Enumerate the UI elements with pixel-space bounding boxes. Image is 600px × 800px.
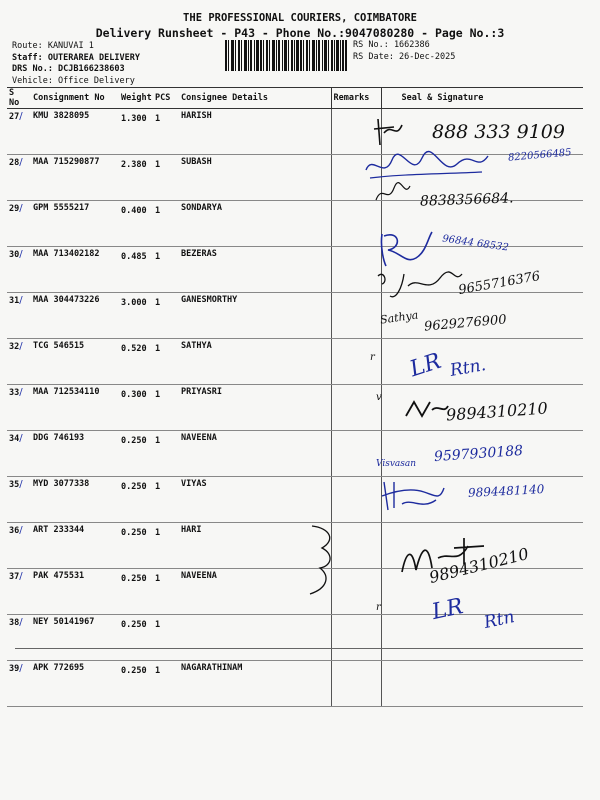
cell-remarks [331,661,381,707]
handwriting-row-31: 9655716376 [457,268,542,299]
cell-pcs: 1 [153,477,179,523]
cell-consignment: TCG 546515 [31,339,119,385]
serial-number: 36 [9,526,20,536]
handwriting-row-33-lr: LR [406,348,445,383]
cell-sno [7,339,31,385]
cell-weight: 0.250 [119,523,153,569]
cell-weight: 1.300 [119,109,153,155]
serial-number: 35 [9,480,20,490]
company-title: THE PROFESSIONAL COURIERS, COIMBATORE [183,12,417,24]
table-row [7,477,583,523]
cell-consignee: HARI [179,523,331,569]
cell-weight: 3.000 [119,293,153,339]
signature-row-36 [378,478,448,514]
cell-pcs: 1 [153,523,179,569]
cell-pcs: 1 [153,109,179,155]
cell-sno [7,523,31,569]
handwriting-row-27: 888 333 9109 [432,121,565,143]
cell-weight: 0.300 [119,385,153,431]
table-row [7,201,583,247]
cell-pcs: 1 [153,339,179,385]
tick-mark: / [19,433,23,444]
table-row [7,339,583,385]
tick-mark: / [19,203,23,214]
tick-mark: / [19,387,23,398]
cell-remarks [331,615,381,661]
cell-weight: 0.485 [119,247,153,293]
serial-number: 30 [9,250,20,260]
header-seal: Seal & Signature [381,88,583,109]
handwriting-row-36: 9894481140 [467,482,545,500]
staff-label: Staff: OUTERAREA DELIVERY [12,52,140,63]
cell-consignee: SUBASH [179,155,331,201]
handwriting-row-33-rtn: Rtn. [448,355,488,381]
signature-row-30 [376,228,436,268]
header-consignee: Consignee Details [179,88,331,109]
tick-mark: / [19,157,23,168]
header-remarks: Remarks [331,88,381,109]
cell-consignee [179,615,331,661]
cell-pcs: 1 [153,431,179,477]
cell-weight: 0.400 [119,201,153,247]
runsheet-meta-left [12,41,140,87]
handwriting-row-35: 9597930188 [433,442,524,466]
cell-remarks [331,431,381,477]
cell-sno [7,109,31,155]
cell-sno [7,201,31,247]
cell-pcs: 1 [153,155,179,201]
cell-consignment: APK 772695 [31,661,119,707]
cell-consignee: SONDARYA [179,201,331,247]
serial-number: 29 [9,204,20,214]
tick-mark: / [19,617,23,628]
cell-sno [7,155,31,201]
cell-consignee: BEZERAS [179,247,331,293]
serial-number: 32 [9,342,20,352]
runsheet-meta-right [353,40,455,63]
handwriting-row-34: 9894310210 [445,398,549,425]
serial-number: 28 [9,158,20,168]
cell-sno [7,293,31,339]
rs-number: RS No.: 1662386 [353,40,430,50]
serial-number: 31 [9,296,20,306]
cell-remarks [331,385,381,431]
cell-weight: 2.380 [119,155,153,201]
remark-mark-row-33: r [370,352,375,363]
cell-consignee: NAVEENA [179,431,331,477]
table-bottom-line [15,648,583,649]
tick-mark: / [19,525,23,536]
handwriting-row-38: 9894310210 [427,543,531,588]
cell-seal [381,615,583,661]
cell-pcs: 1 [153,661,179,707]
serial-number: 38 [9,618,20,628]
route-label: Route: KANUVAI 1 [12,41,94,51]
cell-weight: 0.520 [119,339,153,385]
handwriting-row-32-name: Sathya [379,308,420,327]
tick-mark: / [19,663,23,674]
serial-number: 27 [9,112,20,122]
cell-sno [7,477,31,523]
cell-consignment: MYD 3077338 [31,477,119,523]
cell-sno [7,569,31,615]
serial-number: 33 [9,388,20,398]
drs-label: DRS No.: DCJB166238603 [12,64,125,74]
handwriting-row-29: 8838356684. [419,190,514,210]
serial-number: 37 [9,572,20,582]
scribble-row-37-38 [300,522,340,598]
cell-consignment: DDG 746193 [31,431,119,477]
tick-mark: / [19,479,23,490]
cell-consignment: PAK 475531 [31,569,119,615]
cell-sno [7,247,31,293]
cell-seal [381,661,583,707]
cell-consignment: MAA 304473226 [31,293,119,339]
cell-weight: 0.250 [119,615,153,661]
tick-mark: / [19,295,23,306]
tick-mark: / [19,571,23,582]
cell-pcs: 1 [153,247,179,293]
serial-number: 39 [9,664,20,674]
cell-pcs: 1 [153,293,179,339]
signature-row-27 [372,115,422,147]
cell-consignee: NAGARATHINAM [179,661,331,707]
cell-consignment: MAA 715290877 [31,155,119,201]
header-sno: S No [7,88,31,109]
cell-consignee: GANESMORTHY [179,293,331,339]
cell-weight: 0.250 [119,431,153,477]
signature-row-31 [374,266,464,302]
handwriting-row-35-name: Visvasan [376,459,417,469]
signature-row-29 [372,180,412,204]
cell-consignee: SATHYA [179,339,331,385]
header-weight: Weight [119,88,153,109]
handwriting-row-28: 8220566485 [507,147,572,164]
cell-pcs: 1 [153,615,179,661]
tick-mark: / [19,111,23,122]
remark-mark-row-34: v [376,392,382,403]
vehicle-label: Vehicle: Office Delivery [12,75,135,86]
tick-mark: / [19,341,23,352]
runsheet-subtitle: Delivery Runsheet - P43 - Phone No.:9047080280 - Page No.:3 [95,26,505,40]
cell-weight: 0.250 [119,477,153,523]
cell-consignment: ART 233344 [31,523,119,569]
cell-consignee: VIYAS [179,477,331,523]
handwriting-row-39-rtn: Rtn [482,607,517,633]
cell-weight: 0.250 [119,569,153,615]
cell-consignee: HARISH [179,109,331,155]
cell-pcs: 1 [153,201,179,247]
cell-sno [7,661,31,707]
table-header-row [7,88,583,109]
cell-consignment: MAA 712534110 [31,385,119,431]
serial-number: 34 [9,434,20,444]
cell-pcs: 1 [153,569,179,615]
barcode-image [225,40,347,71]
cell-consignee: PRIYASRI [179,385,331,431]
cell-consignee: NAVEENA [179,569,331,615]
handwriting-row-39-lr: LR [429,594,466,625]
cell-sno [7,385,31,431]
cell-consignment: NEY 50141967 [31,615,119,661]
cell-consignment: GPM 5555217 [31,201,119,247]
remark-mark-row-39: r [376,602,381,613]
header-pcs: PCS [153,88,179,109]
header-consignment: Consignment No [31,88,119,109]
cell-consignment: KMU 3828095 [31,109,119,155]
table-row [7,569,583,615]
rs-date: RS Date: 26-Dec-2025 [353,51,456,62]
tick-mark: / [19,249,23,260]
cell-remarks [331,201,381,247]
cell-pcs: 1 [153,385,179,431]
signature-row-34 [404,396,450,420]
cell-consignment: MAA 713402182 [31,247,119,293]
cell-sno [7,615,31,661]
cell-remarks [331,477,381,523]
handwriting-row-32-phone: 9629276900 [423,312,508,335]
cell-sno [7,431,31,477]
handwriting-row-30: 96844 68532 [441,233,510,254]
cell-weight: 0.250 [119,661,153,707]
table-row [7,661,583,707]
